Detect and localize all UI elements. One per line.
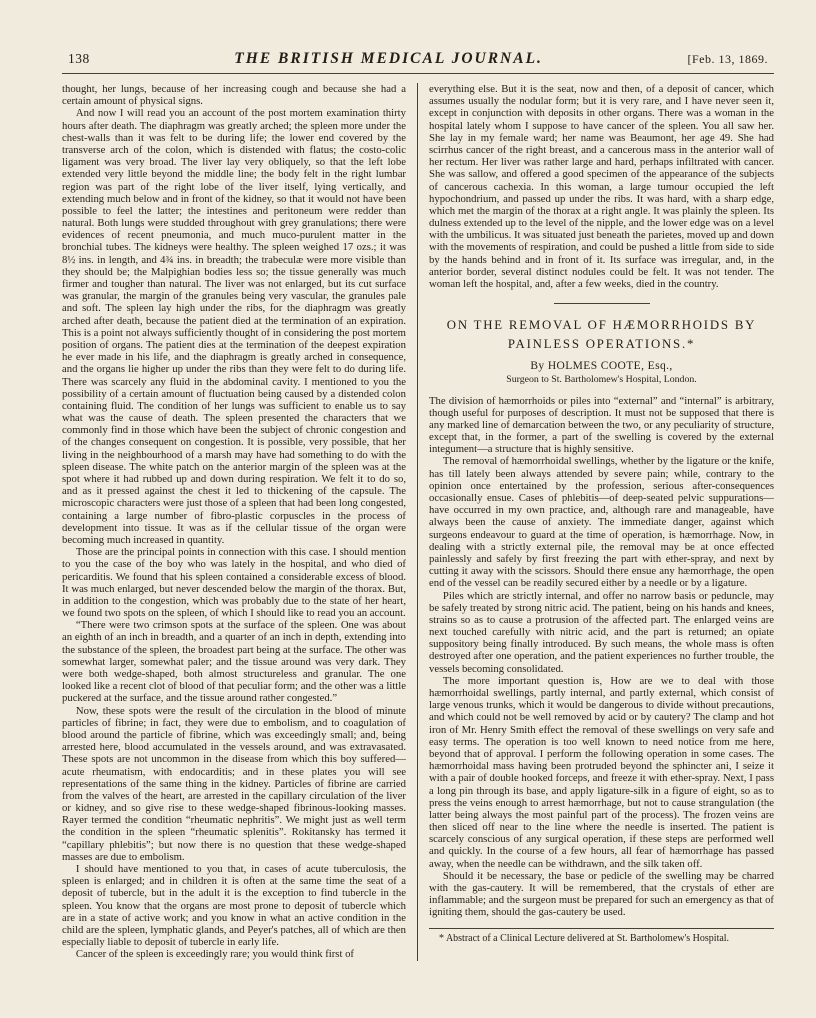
footnote: * Abstract of a Clinical Lecture delivered at St. Bartholomew's Hospital. bbox=[429, 928, 774, 944]
paragraph: everything else. But it is the seat, now and then, of a deposit of cancer, which assumes usually the nodular form; but it is very rare, and I have never seen it, except in conjunction with deposits in other organs. There was a woman in the hospital lately whom I suppose to have cancer of the spleen. You all saw her. She lay in my female ward; her name was Beaumont, her age 49. She had scirrhus cancer of the right breast, and a cancerous mass in the anterior wall of her rectum. Her liver was rather large and hard, perhaps infiltrated with cancer. She was sallow, and offered a good specimen of the appearance of the subjects of cancerous cachexia. In this woman, a large tumour occupied the left hypochondrium, and passed up under the ribs. It was hard, with a sharp edge, which met the margin of the thorax at a right angle. It was plainly the spleen. Its dulness extended up to the level of the nipple, and the lower edge was on a level with the umbilicus. It was situated just beneath the parietes, moved up and down with the movements of respiration, and could be pushed a little from side to side by the hands behind and in front of it. Its surface was irregular, and, in the anterior border, several distinct nodules could be felt. It was not tender. The woman left the hospital, and, after a few weeks, died in the country. bbox=[429, 83, 774, 290]
article-title bbox=[429, 316, 774, 353]
issue-date: [Feb. 13, 1869. bbox=[687, 52, 768, 66]
paragraph: Those are the principal points in connection with this case. I should mention to you the case of the boy who was lately in the hospital, and who died of pericarditis. We found that his spleen contained a considerable excess of blood. It was much enlarged, but never descended below the margin of the thorax. But, in addition to the congestion, which was probably due to the state of her heart, we found two spots on the spleen, of which I should like to read you an account. bbox=[62, 546, 406, 620]
paragraph: The division of hæmorrhoids or piles into “external” and “internal” is arbitrary, though useful for purposes of description. It must not be supposed that there is any marked line of demarcation between the two, or any peculiarity of structure, except that, in the former, a part of the swelling is covered by the external integument—a structure that is highly sensitive. bbox=[429, 394, 774, 456]
page-number: 138 bbox=[68, 51, 90, 66]
paragraph: And now I will read you an account of the post mortem examination thirty hours after death. The diaphragm was greatly arched; the spleen more under the chest-walls than it was felt to be during life; the lower end covered by the transverse arch of the colon, which is distended with flatus; the costo-colic ligament was very broad. The liver lay very obliquely, so that the left lobe extended very little beyond the middle line; the body felt in the right lumbar region was part of the right lobe of the liver itself, lying vertically, and extending much below and in front of the kidney, so that it would not have been possible to feel the latter; the intestines and peritoneum were redder than natural. Both lungs were studded throughout with grey granulations; there were evidences of recent pneumonia, and much muco-purulent matter in the bronchial tubes. The kidneys were healthy. The spleen weighed 17 ozs.; it was 8½ ins. in length, and 4¾ ins. in breadth; the trabeculæ were more visible than they should be; the Malpighian bodies less so; the tissue generally was much firmer and tougher than natural. The liver was not enlarged, but its cut surface was granular, the margin of the granules being very vascular, the granules pale and soft. The spleen lay high under the ribs, for the diaphragm was greatly arched after death, because the patient died at the termination of an expiration. This is a point not always sufficiently thought of in considering the post mortem position of organs. The patient dies at the termination of the deepest expiration he ever made in his life, and the diaphragm is greatly arched in consequence, and the organs lie higher up under the ribs than they were felt to do during life. There was scarcely any fluid in the abdominal cavity. I mentioned to you the possibility of a certain amount of fluctuation being caused by a distended colon containing fluid. The condition of her lungs was sufficient to enable us to say what was the cause of death. The spleen presented the characters that we commonly find in those which have been the subject of chronic congestion and of the changes consequent on congestion. It is possible, very possible, that her living in the neighbourhood of a marsh may have had something to do with the spleen disease. The white patch on the anterior margin of the spleen was at the spot where it had rubbed up and down during respiration. We felt it to do so, and as it pressed against the chest it led to thickening of the capsule. The microscopic characters were just those of a spleen that had been long congested, containing a large number of fibro-plastic corpuscles in the process of development into tissue. It was as if the cellular tissue of the organ were becoming much increased in quantity. bbox=[62, 107, 406, 546]
page-header bbox=[62, 50, 774, 74]
paragraph: Should it be necessary, the base or pedicle of the swelling may be charred with the gas-cautery. It will be remembered, that the crystals of ether are inflammable; and the surgeon must be prepared for such an emergency as that of igniting them, should the gas-cautery be used. bbox=[429, 869, 774, 919]
paragraph: The removal of hæmorrhoidal swellings, whether by the ligature or the knife, has till lately been always attended by severe pain; while, contrary to the opinion once entertained by the profession, serious after-consequences occasionally ensue. Cases of phlebitis—of deep-seated pelvic suppurations—have occurred in my own practice, and, although rare and manageable, have always been the cause of anxiety. The immediate danger, against which surgeons endeavour to guard at the time of operation, is hæmorrhage. Now, in dealing with a strictly external pile, the removal may be at once effected painlessly and safely by first freezing the part with ether-spray, and next by cutting it away with the scissors. Should there ensue any hæmorrhage, the open end of the vessel can be readily secured either by a needle or by a ligature. bbox=[429, 455, 774, 590]
paragraph: I should have mentioned to you that, in cases of acute tuberculosis, the spleen is enlarged; and in children it is often at the same time the seat of a deposit of tubercle, but in the adult it is the exception to find tubercle in the spleen. You know that the organs are most prone to deposit of tubercle which are in a state of active work; and you know in what an active condition in the child are the spleen, lymphatic glands, and Peyer's patches, all of which are then especially liable to deposit of tubercle in early life. bbox=[62, 863, 406, 949]
right-column bbox=[418, 83, 774, 961]
section-divider-rule bbox=[554, 303, 650, 304]
paragraph: “There were two crimson spots at the surface of the spleen. One was about an eighth of an inch in breadth, and a quarter of an inch in depth, extending into the substance of the spleen, the broadest part being at the surface. The other was somewhat larger, somewhat paler; and the tissue around was very dark. They were both wedge-shaped, both almost structureless and granular. The one looked like a recent clot of blood of that peculiar form; and the other was a little puckered at the surface, and the tissue around rather congested.” bbox=[62, 619, 406, 705]
article-title-line-2: PAINLESS OPERATIONS.* bbox=[507, 336, 696, 351]
left-column bbox=[62, 83, 418, 961]
paragraph: Now, these spots were the result of the circulation in the blood of minute particles of fibrine; in fact, they were due to embolism, and to coagulation of blood around the particle of fibrine, which was exceedingly small; and, being arrested here, blood accumulated in the vessels around, and was extravasated. These spots are not uncommon in the disease from which this boy suffered—acute rheumatism, with endocarditis; and in these plates you will see representations of the same thing in the kidney. Particles of fibrine are carried from the valves of the heart, are arrested in the capillary circulation of the liver or kidney, and so give rise to these wedge-shaped fibrinous-looking masses. Rayer termed the condition “rheumatic nephritis”. We might just as well term the condition in the spleen “rheumatic splenitis”. Rokitansky has termed it “capillary phlebitis”; but now there is no question that these wedge-shaped masses are due to embolism. bbox=[62, 704, 406, 863]
byline: By HOLMES COOTE, Esq., bbox=[530, 360, 673, 373]
paragraph: Cancer of the spleen is exceedingly rare; you would think first of bbox=[75, 948, 354, 961]
paragraph: The more important question is, How are we to deal with those hæmorrhoidal swellings, partly internal, and partly external, which consist of large venous trunks, which it would be dangerous to divide without precautions, and which could not be well removed by acid or by cautery? The clamp and hot iron of Mr. Henry Smith effect the removal of these swellings on very safe and easy terms. The operation is too well known to need notice from me here, beyond that of approval. I perform the following operation in some cases. The hæmorrhoidal mass having been protruded beyond the sphincter ani, I seize it with a pair of double hooked forceps, and freeze it with ether-spray. Next, I pass a long pin through its base, and apply ligature-silk in a figure of eight, so as to press the veins enough to arrest hæmorrhage, but not to cause strangulation (the latter being always the most painful part of the process). The frozen veins are then sliced off near to the line where the needle is inserted. The patient is scarcely conscious of any surgical operation, if these steps are performed well and quickly. In the course of a few hours, all fear of hæmorrhage has passed away, when the needle can be withdrawn, and the silk taken off. bbox=[429, 674, 774, 870]
two-column-body bbox=[62, 83, 774, 961]
paragraph: Piles which are strictly internal, and offer no narrow basis or peduncle, may be safely treated by strong nitric acid. The patient, being on his hands and knees, strains so as to cause a protrusion of the affected part. The enlarged veins are next touched carefully with nitric acid, and the part is returned; an opiate suppository being finally introduced. By such means, the whole mass is often destroyed after one operation, and the patient experiences no further trouble, the vessels becoming consolidated. bbox=[429, 589, 774, 675]
author-affiliation: Surgeon to St. Bartholomew's Hospital, London. bbox=[506, 374, 697, 386]
paragraph: thought, her lungs, because of her increasing cough and because she had a certain amount of physical signs. bbox=[62, 83, 406, 108]
article-title-line-1: ON THE REMOVAL OF HÆMORRHOIDS BY bbox=[446, 318, 757, 333]
journal-title: THE BRITISH MEDICAL JOURNAL. bbox=[234, 50, 543, 67]
